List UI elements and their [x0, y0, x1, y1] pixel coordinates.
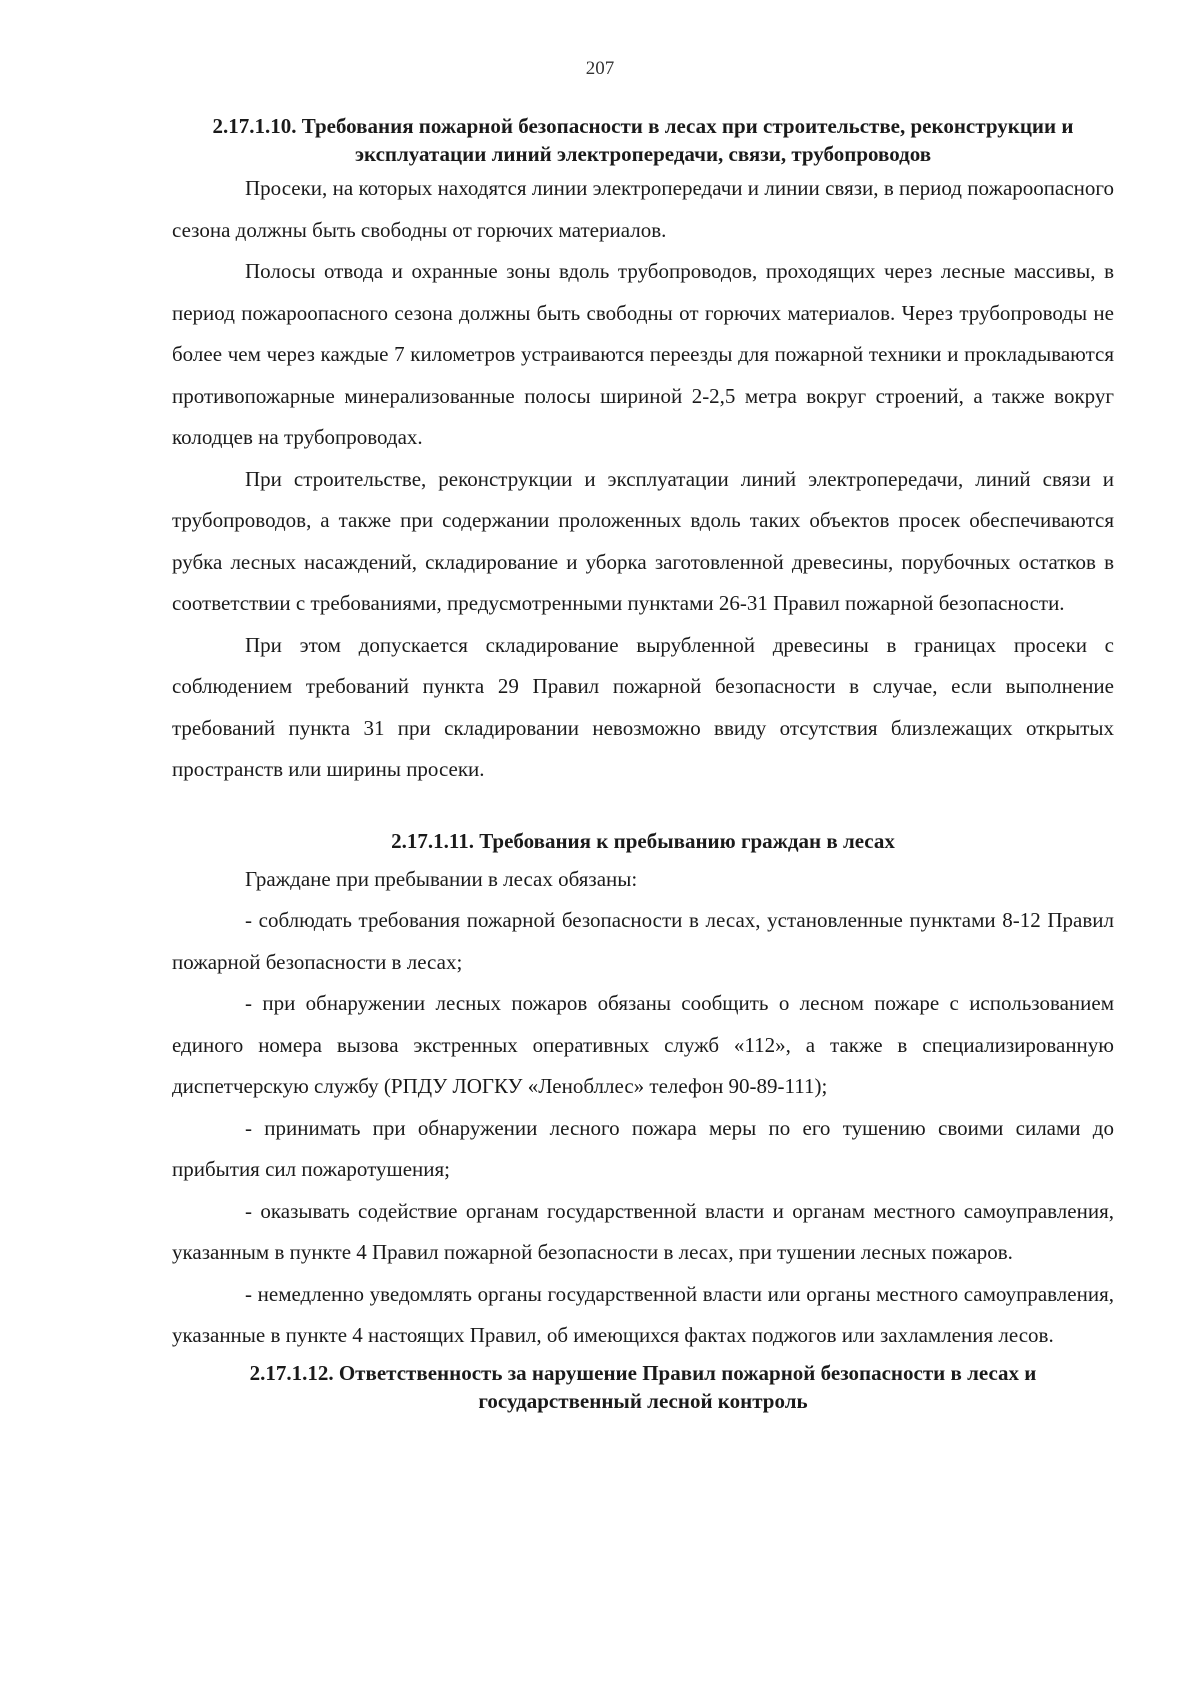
document-body — [172, 112, 1114, 1415]
section-heading: 2.17.1.11. Требования к пребыванию граждан в лесах — [391, 828, 895, 853]
list-item: - при обнаружении лесных пожаров обязаны сообщить о лесном пожаре с использованием единого номера вызова экстренных оперативных служб «112», а также в специализированную диспетчерскую службу (РПДУ ЛОГКУ «Ленобллес» телефон 90-89-111); — [172, 991, 1114, 1098]
paragraph: Полосы отвода и охранные зоны вдоль трубопроводов, проходящих через лесные массивы, в период пожароопасного сезона должны быть свободны от горючих материалов. Через трубопроводы не более чем через каждые 7 километров устраиваются переезды для пожарной техники и прокладываются противопожарные минерализованные полосы шириной 2-2,5 метра вокруг строений, а также вокруг колодцев на трубопроводах. — [172, 259, 1114, 449]
list-item: - оказывать содействие органам государственной власти и органам местного самоуправления, указанным в пункте 4 Правил пожарной безопасности в лесах, при тушении лесных пожаров. — [172, 1198, 1114, 1264]
paragraph: Граждане при пребывании в лесах обязаны: — [245, 866, 638, 891]
paragraph: При этом допускается складирование вырубленной древесины в границах просеки с соблюдением требований пункта 29 Правил пожарной безопасности в случае, если выполнение требований пункта 31 при складировании невозможно ввиду отсутствия близлежащих открытых пространств или ширины просеки. — [172, 632, 1114, 781]
paragraph: Просеки, на которых находятся линии электропередачи и линии связи, в период пожароопасного сезона должны быть свободны от горючих материалов. — [172, 176, 1114, 242]
section-responsibility — [172, 1359, 1114, 1415]
page-number: 207 — [585, 58, 615, 79]
paragraph: При строительстве, реконструкции и эксплуатации линий электропередачи, линий связи и трубопроводов, а также при содержании проложенных вдоль таких объектов просек обеспечиваются рубка лесных насаждений, складирование и уборка заготовленной древесины, порубочных остатков в соответствии с требованиями, предусмотренными пунктами 26-31 Правил пожарной безопасности. — [172, 466, 1114, 615]
section-power-lines — [172, 112, 1114, 791]
section-heading: 2.17.1.10. Требования пожарной безопасности в лесах при строительстве, реконструкции и эксплуатации линий электропередачи, связи, трубопроводов — [212, 114, 1074, 166]
list-item: - соблюдать требования пожарной безопасности в лесах, установленные пунктами 8-12 Правил пожарной безопасности в лесах; — [172, 908, 1114, 974]
list-item: - принимать при обнаружении лесного пожара меры по его тушению своими силами до прибытия сил пожаротушения; — [172, 1115, 1114, 1181]
section-heading: 2.17.1.12. Ответственность за нарушение Правил пожарной безопасности в лесах и государственный лесной контроль — [249, 1360, 1037, 1413]
list-item: - немедленно уведомлять органы государственной власти или органы местного самоуправления, указанные в пункте 4 настоящих Правил, об имеющихся фактах поджогов или захламления лесов. — [172, 1281, 1114, 1347]
section-citizens — [172, 827, 1114, 1357]
section-spacer — [172, 791, 1114, 827]
